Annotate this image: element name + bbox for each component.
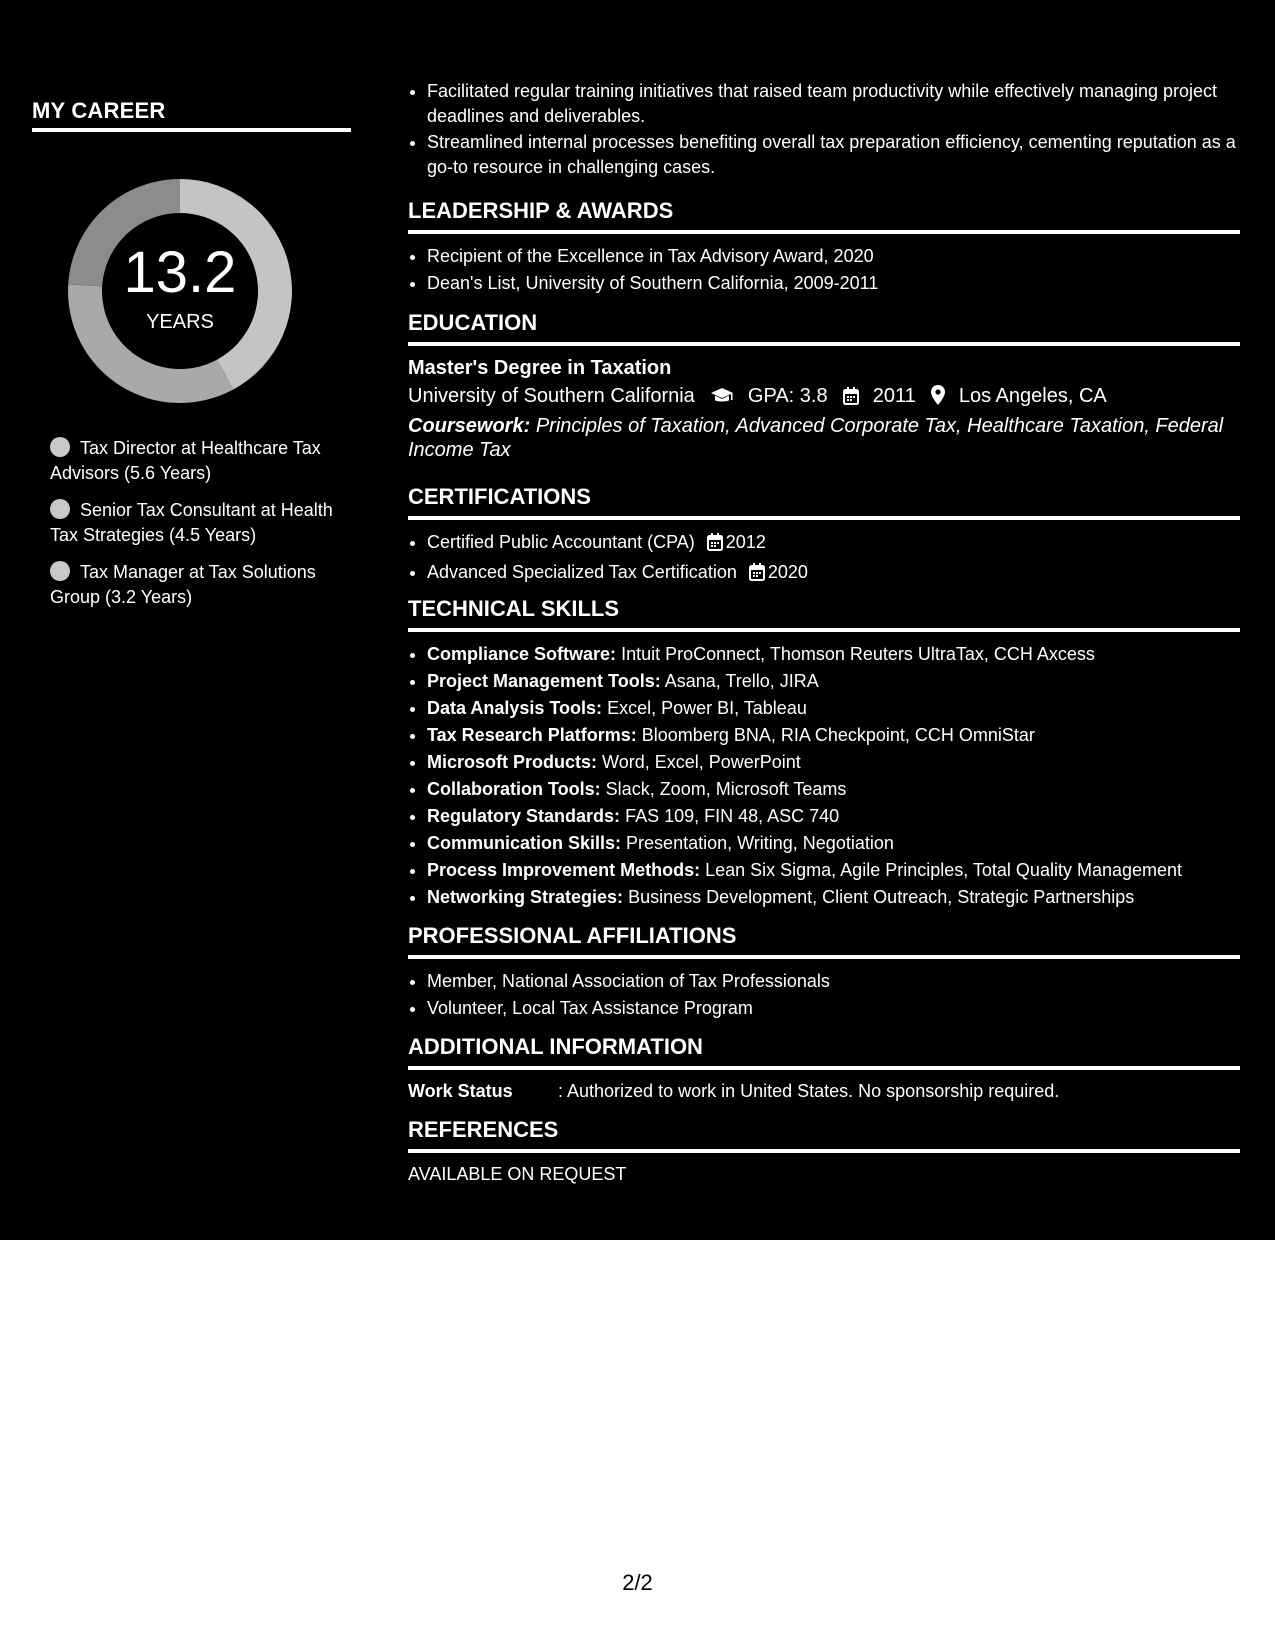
section-title: TECHNICAL SKILLS (408, 596, 620, 621)
section-title: REFERENCES (408, 1117, 559, 1142)
section-rule (408, 1149, 1240, 1153)
total-years-label: YEARS (146, 311, 214, 333)
references-section (408, 1117, 1240, 1186)
skill-item: • Networking Strategies: Business Development, Client Outreach, Strategic Partnerships (427, 884, 1240, 911)
bullet-dot-icon (50, 437, 70, 457)
section-title: ADDITIONAL INFORMATION (408, 1034, 703, 1059)
list-item: • Streamlined internal processes benefiting overall tax preparation efficiency, cementing reputation as a go-to resource in challenging cases. (427, 130, 1259, 180)
section-rule (408, 516, 1240, 520)
education-section (408, 310, 1240, 462)
list-item: • Volunteer, Local Tax Assistance Program (427, 995, 1240, 1022)
section-title: CERTIFICATIONS (408, 484, 591, 509)
section-rule (408, 1066, 1240, 1070)
section-rule (408, 628, 1240, 632)
degree-title: Master's Degree in Taxation (408, 357, 672, 379)
section-rule (408, 230, 1240, 234)
calendar-icon (707, 532, 723, 559)
list-item: • Recipient of the Excellence in Tax Advisory Award, 2020 (427, 243, 1240, 270)
calendar-icon (843, 384, 859, 414)
skill-item: • Data Analysis Tools: Excel, Power BI, Tableau (427, 695, 1240, 722)
section-title: LEADERSHIP & AWARDS (408, 198, 674, 223)
bullet-dot-icon (50, 561, 70, 581)
list-item: • Certified Public Accountant (CPA) 2012 (427, 529, 1240, 559)
additional-info-section (408, 1034, 1240, 1103)
calendar-icon (749, 562, 765, 589)
skill-item: • Compliance Software: Intuit ProConnect, Thomson Reuters UltraTax, CCH Axcess (427, 641, 1240, 668)
career-item: Senior Tax Consultant at Health Tax Strategies (4.5 Years) (50, 500, 333, 545)
list-item: • Dean's List, University of Southern California, 2009-2011 (427, 270, 1240, 297)
sidebar (0, 0, 380, 1240)
school-name: University of Southern California (408, 385, 695, 407)
education-location: Los Angeles, CA (958, 385, 1107, 407)
section-rule (408, 342, 1240, 346)
career-item: Tax Manager at Tax Solutions Group (3.2 Years) (50, 562, 316, 607)
page-number: 2/2 (622, 1570, 653, 1595)
map-pin-icon (931, 384, 945, 414)
education-details (408, 381, 1240, 414)
skill-item: • Microsoft Products: Word, Excel, PowerPoint (427, 749, 1240, 776)
gpa: GPA: 3.8 (747, 385, 828, 407)
list-item: • Facilitated regular training initiatives that raised team productivity while effectively managing project deadlines and deliverables. (427, 79, 1259, 129)
skill-item: • Regulatory Standards: FAS 109, FIN 48, ASC 740 (427, 803, 1240, 830)
certifications-section (408, 484, 1240, 589)
skill-item: • Collaboration Tools: Slack, Zoom, Microsoft Teams (427, 776, 1240, 803)
section-title: PROFESSIONAL AFFILIATIONS (408, 923, 737, 948)
career-title-rule (32, 128, 351, 132)
graduation-cap-icon (710, 384, 734, 414)
work-status-row: Work Status : Authorized to work in United States. No sponsorship required. (408, 1081, 1060, 1101)
technical-skills-section (408, 596, 1240, 911)
affiliations-section (408, 923, 1240, 1022)
total-years-value: 13.2 (123, 240, 237, 305)
references-text: AVAILABLE ON REQUEST (408, 1164, 627, 1184)
skill-item: • Tax Research Platforms: Bloomberg BNA, RIA Checkpoint, CCH OmniStar (427, 722, 1240, 749)
graduation-year: 2011 (872, 385, 916, 407)
list-item: • Member, National Association of Tax Professionals (427, 968, 1240, 995)
career-list (50, 436, 340, 622)
skill-item: • Process Improvement Methods: Lean Six Sigma, Agile Principles, Total Quality Management (427, 857, 1240, 884)
skill-item: • Communication Skills: Presentation, Writing, Negotiation (427, 830, 1240, 857)
bullet-dot-icon (50, 499, 70, 519)
list-item: • Advanced Specialized Tax Certification 2020 (427, 559, 1240, 589)
section-rule (408, 955, 1240, 959)
section-title: EDUCATION (408, 310, 538, 335)
career-title: MY CAREER (32, 98, 166, 123)
career-item: Tax Director at Healthcare Tax Advisors (5.6 Years) (50, 438, 321, 483)
experience-bullets (408, 79, 1259, 181)
skill-item: • Project Management Tools: Asana, Trello, JIRA (427, 668, 1240, 695)
coursework: Coursework: Principles of Taxation, Advanced Corporate Tax, Healthcare Taxation, Federal Income Tax (408, 415, 1224, 461)
leadership-section (408, 198, 1240, 297)
